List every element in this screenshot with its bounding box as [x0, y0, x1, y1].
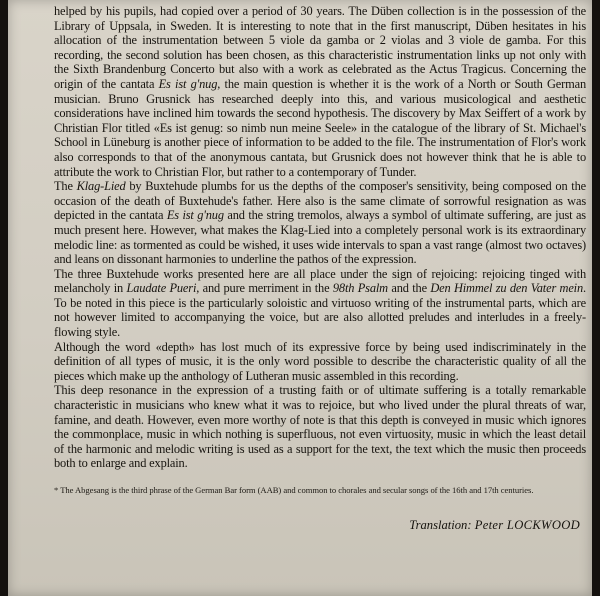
booklet-page — [8, 0, 592, 596]
text-run: . To be noted in this piece is the particularly soloistic and virtuoso writing of the instrumental parts, which are not however limited to accompanying the voice, but are also allotted preludes and interludes in a freely-flowing style. — [54, 281, 586, 340]
body-text — [54, 4, 586, 471]
paragraph — [54, 179, 586, 267]
italic-title: Klag-Lied — [76, 179, 126, 194]
text-run: and the string tremolos, always a symbol of ultimate suffering, are just as much present here. However, what makes the Klag-Lied into a completely personal work is its extraordinary melodic line: as tormented as could be wished, it uses wide intervals to span a vast range (almost two octaves) and leans on dissonant harmonies to underline the pathos of the expression. — [54, 208, 586, 267]
italic-title: Laudate Pueri — [126, 281, 197, 296]
italic-title: Den Himmel zu den Vater mein — [430, 281, 584, 296]
translation-credit — [409, 518, 580, 533]
text-run: by Buxtehude plumbs for us the depths of the composer's sensitivity, being composed on the occasion of the death of Buxtehude's father. Here also is the same climate of sorrowful resignation as was depicted in the cantata — [54, 179, 586, 223]
italic-title: Es ist g'nug — [166, 208, 224, 223]
translator-name: Peter LOCKWOOD — [474, 518, 580, 532]
text-run: and the — [387, 281, 431, 296]
footnote: * The Abgesang is the third phrase of the German Bar form (AAB) and common to chorales and secular songs of the 16th and 17th centuries. — [54, 485, 534, 495]
paragraph — [54, 383, 586, 471]
italic-title: Es ist g'nug — [158, 76, 218, 91]
paragraph — [54, 4, 586, 179]
text-run: , the main question is whether it is the work of a North or South German musician. Bruno Grusnick has researched deeply into this, and various musicological and aesthetic considerations have inclined him towards the second hypothesis. The discovery by Max Seiffert of a work by Christian Flor titled «Es ist genug: so nimb nun meine Seele» in the catalogue of the library of St. Michael's School in Lüneburg is another piece of information to be added to the file. The instrumentation of Flor's work also corresponds to that of the anonymous cantata, but Grusnick does not however think that he is able to attribute the work to Christian Flor, but rather to a contemporary of Tunder. — [54, 76, 587, 179]
text-run: This deep resonance in the expression of a trusting faith or of ultimate suffering is a totally remarkable characteristic in musicians who knew what it was to rejoice, but who lived under the plural threats of war, famine, and death. However, even more worthy of note is that this depth is conveyed in music which ignores the commonplace, music in which nothing is superfluous, not even virtuosity, music in which the least detail of the harmonic and melodic writing is used as a support for the text, the text which the music then proceeds both to enlarge and explain. — [54, 383, 586, 471]
text-run: helped by his pupils, had copied over a period of 30 years. The Düben collection is in the possession of the Library of Uppsala, in Sweden. It is interesting to note that in the first manuscript, Düben hesitates in his allocation of the instrumentation between 5 viole da gamba or 2 violas and 3 viole de gamba. For this recording, the second solution has been chosen, as this characteristic instrumentation links up not only with the Sixth Brandenburg Concerto but also with a work as celebrated as the Actus Tragicus. Concerning the origin of the cantata — [54, 4, 586, 91]
italic-title: 98th Psalm — [332, 281, 388, 296]
credit-label: Translation: — [409, 518, 475, 532]
paragraph — [54, 267, 586, 340]
text-run: The — [54, 179, 77, 194]
text-run: Although the word «depth» has lost much of its expressive force by being used indiscriminately in the definition of all types of music, it is the only word possible to describe the characteristic quality of all the pieces which make up the anthology of Lutheran music assembled in this recording. — [54, 339, 586, 383]
paragraph — [54, 340, 586, 384]
text-run: The three Buxtehude works presented here are all place under the sign of rejoicing: rejoicing tinged with melancholy in — [54, 266, 586, 296]
text-run: , and pure merriment in the — [196, 281, 333, 296]
